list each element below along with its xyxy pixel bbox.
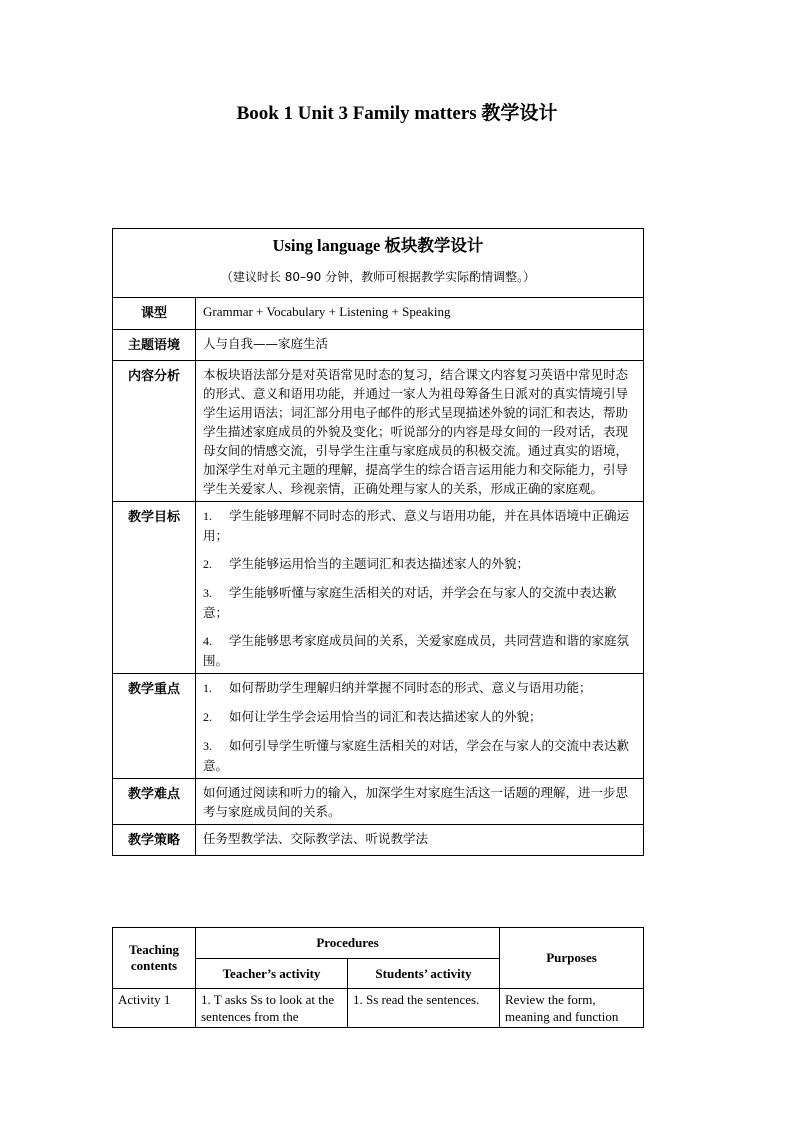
procedures-table [112, 927, 644, 1028]
analysis-value: 本板块语法部分是对英语常见时态的复习，结合课文内容复习英语中常见时态的形式、意义和语用功能，并通过一家人为祖母筹备生日派对的真实情境引导学生运用语法；词汇部分用电子邮件的形式呈现描述外貌的词汇和表达，帮助学生描述家庭成员的外貌及变化；听说部分的内容是母女间的一段对话，表现母女间的情感交流，引导学生注重与家庭成员的积极交流。通过真实的语境，加深学生对单元主题的理解，提高学生的综合语言运用能力和交际能力，引导学生关爱家人、珍视亲情，正确处理与家人的关系，形成正确的家庭观。 [196, 361, 644, 502]
purposes-header: Purposes [500, 928, 644, 989]
course-type-value: Grammar + Vocabulary + Listening + Speaking [196, 298, 644, 330]
teaching-contents-header: Teaching contents [113, 928, 196, 989]
course-type-label: 课型 [113, 298, 196, 330]
students-activity-cell: 1. Ss read the sentences. [348, 989, 500, 1028]
objective-item: 2. 学生能够运用恰当的主题词汇和表达描述家人的外貌； [203, 556, 530, 571]
objective-item: 1. 学生能够理解不同时态的形式、意义与语用功能，并在具体语境中正确运用； [203, 508, 630, 543]
strategies-value: 任务型教学法、交际教学法、听说教学法 [196, 825, 644, 856]
key-point-item: 3. 如何引导学生听懂与家庭生活相关的对话，学会在与家人的交流中表达歉意。 [203, 738, 630, 773]
objectives-label: 教学目标 [113, 502, 196, 674]
key-point-item: 2. 如何让学生学会运用恰当的词汇和表达描述家人的外貌； [203, 709, 542, 724]
table-row [113, 989, 644, 1028]
section-note: （建议时长 80–90 分钟，教师可根据教学实际酌情调整。） [220, 270, 536, 284]
teacher-activity-header: Teacher’s activity [196, 959, 348, 989]
document-title: Book 1 Unit 3 Family matters 教学设计 [236, 103, 558, 124]
procedures-header: Procedures [196, 928, 500, 959]
activity-cell: Activity 1 [113, 989, 196, 1028]
key-points-label: 教学重点 [113, 674, 196, 779]
purpose-cell: Review the form, meaning and function [500, 989, 644, 1028]
difficulties-value: 如何通过阅读和听力的输入，加深学生对家庭生活这一话题的理解，进一步思考与家庭成员间的关系。 [196, 779, 644, 825]
theme-label: 主题语境 [113, 330, 196, 361]
lesson-plan-table [112, 228, 644, 856]
section-header [113, 229, 644, 298]
objectives-list [196, 502, 644, 674]
students-activity-header: Students’ activity [348, 959, 500, 989]
theme-value: 人与自我——家庭生活 [196, 330, 644, 361]
objective-item: 3. 学生能够听懂与家庭生活相关的对话，并学会在与家人的交流中表达歉意； [203, 585, 617, 620]
key-points-list [196, 674, 644, 779]
teacher-activity-cell: 1. T asks Ss to look at the sentences from the [196, 989, 348, 1028]
key-point-item: 1. 如何帮助学生理解归纳并掌握不同时态的形式、意义与语用功能； [203, 680, 592, 695]
analysis-label: 内容分析 [113, 361, 196, 502]
objective-item: 4. 学生能够思考家庭成员间的关系，关爱家庭成员，共同营造和谐的家庭氛围。 [203, 633, 630, 668]
section-title: Using language 板块教学设计 [272, 236, 484, 255]
difficulties-label: 教学难点 [113, 779, 196, 825]
strategies-label: 教学策略 [113, 825, 196, 856]
